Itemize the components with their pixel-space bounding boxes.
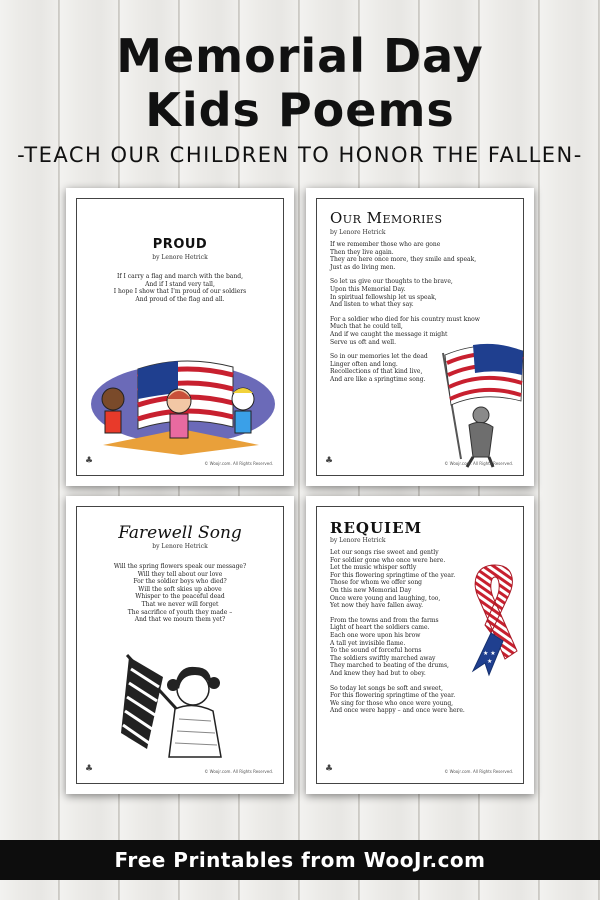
poem-body [77, 273, 283, 303]
poem-line: I hope I show that I'm proud of our soldiers [113, 288, 247, 296]
poem-line: To the sound of forceful horns [330, 647, 422, 655]
poem-line: The sacrifice of youth they made – [127, 608, 233, 616]
poem-line: Recollections of that kind live, [330, 368, 423, 376]
copyright-text: © Woojr.com. All Rights Reserved. [444, 461, 513, 466]
poem-line: Let our songs rise sweet and gently [330, 549, 439, 556]
poem-line: And listen to what they say. [330, 301, 414, 309]
girl-with-flag-illustration [117, 649, 245, 761]
poem-line: For this flowering springtime of the year. [330, 571, 456, 579]
poem-author: by Lenore Hetrick [152, 254, 208, 261]
poem-line: They marched to beating of the drums, [330, 662, 449, 670]
poem-line: If we remember those who are gone [330, 241, 441, 248]
poem-author: by Lenore Hetrick [152, 543, 208, 550]
poem-line: Let the music whisper softly [330, 564, 417, 572]
card-frame [316, 506, 524, 784]
card-frame [76, 506, 284, 784]
poem-line: So today let songs be soft and sweet, [330, 684, 443, 692]
poem-line: From the towns and from the farms [330, 616, 439, 624]
kids-with-flag-illustration [83, 349, 279, 459]
poem-line: Whisper to the peaceful dead [135, 593, 225, 601]
poem-author: by Lenore Hetrick [330, 537, 386, 544]
svg-text:★: ★ [487, 658, 493, 665]
flag-ribbon-illustration [465, 559, 525, 679]
poem-line: Each one wore upon his brow [330, 631, 421, 639]
poem-line: For this flowering springtime of the year. [330, 692, 456, 700]
soldier-with-flag-illustration [433, 339, 529, 469]
copyright-text: © Woojr.com. All Rights Reserved. [204, 769, 273, 774]
poem-line: So let us give our thoughts to the brave, [330, 278, 453, 286]
poem-line: And proud of the flag and all. [135, 295, 225, 303]
poem-title: Our Memories [330, 209, 443, 227]
poem-card-requiem [306, 496, 534, 794]
poem-title: PROUD [152, 237, 208, 252]
poem-line: For a soldier who died for his country must know [330, 315, 480, 323]
poem-body [77, 563, 283, 624]
poem-line: And knew they had but to obey. [330, 669, 426, 677]
poem-line: So in our memories let the dead [330, 353, 428, 361]
poem-line: They are here once more, they smile and speak, [330, 256, 477, 264]
poem-line: In spiritual fellowship let us speak, [330, 293, 437, 301]
poem-line: For soldier gone who once were here. [330, 556, 446, 564]
poem-line: Linger often and long. [330, 360, 398, 368]
poem-line: A tall yet invisible flame. [330, 639, 406, 647]
woojr-logo-icon: ♣ [85, 456, 94, 466]
woojr-logo-icon: ♣ [325, 764, 334, 774]
poem-line: For the soldier boys who died? [133, 578, 227, 586]
poem-line: Once were young and laughing, too, [330, 594, 441, 602]
copyright-text: © Woojr.com. All Rights Reserved. [204, 461, 273, 466]
poem-author: by Lenore Hetrick [330, 229, 386, 236]
poem-line: That we never will forget [141, 600, 219, 608]
poem-line: On this new Memorial Day [330, 586, 412, 594]
card-frame [76, 198, 284, 476]
poem-line: And are like a springtime song. [330, 375, 426, 383]
poem-line: Those for whom we offer song [330, 579, 423, 587]
poem-line: Will the spring flowers speak our message? [113, 563, 247, 570]
poem-line: Light of heart the soldiers came. [330, 624, 430, 632]
poem-body [330, 549, 465, 715]
page-title-line2: Kids Poems [145, 83, 455, 137]
poem-line: Much that he could tell, [330, 323, 403, 331]
poem-line: Will they tell about our love [137, 570, 223, 578]
copyright-text: © Woojr.com. All Rights Reserved. [444, 769, 513, 774]
poem-line: The soldiers swiftly marched away [330, 654, 436, 662]
woojr-logo-icon: ♣ [325, 456, 334, 466]
poem-line: And if I stand very tall, [145, 280, 215, 288]
poem-card-our-memories [306, 188, 534, 486]
woojr-logo-icon: ♣ [85, 764, 94, 774]
poem-title: Farewell Song [118, 523, 242, 543]
poem-line: Upon this Memorial Day. [330, 285, 406, 293]
poem-title: REQUIEM [330, 519, 423, 537]
svg-text:★ ★: ★ ★ [483, 650, 496, 657]
poem-line: Just as do living men. [330, 263, 396, 271]
poem-line: Will the soft skies up above [138, 585, 222, 593]
poem-line: Yet now they have fallen away. [330, 602, 423, 610]
poem-line: And that we mourn them yet? [134, 616, 226, 624]
poem-line: If I carry a flag and march with the band, [116, 273, 243, 280]
poem-card-farewell-song [66, 496, 294, 794]
poem-line: And once were happy – and once were here. [330, 707, 465, 715]
page-title-line1: Memorial Day [116, 29, 484, 83]
poem-line: Then they live again. [330, 248, 394, 256]
poem-line: Serve us oft and well. [330, 338, 396, 346]
poem-card-proud [66, 188, 294, 486]
poem-line: And if we caught the message it might [330, 330, 448, 338]
poem-line: We sing for those who once were young, [330, 699, 454, 707]
footer-banner: Free Printables from WooJr.com [0, 840, 600, 880]
page-subtitle: -TEACH OUR CHILDREN TO HONOR THE FALLEN- [17, 143, 583, 167]
card-frame [316, 198, 524, 476]
